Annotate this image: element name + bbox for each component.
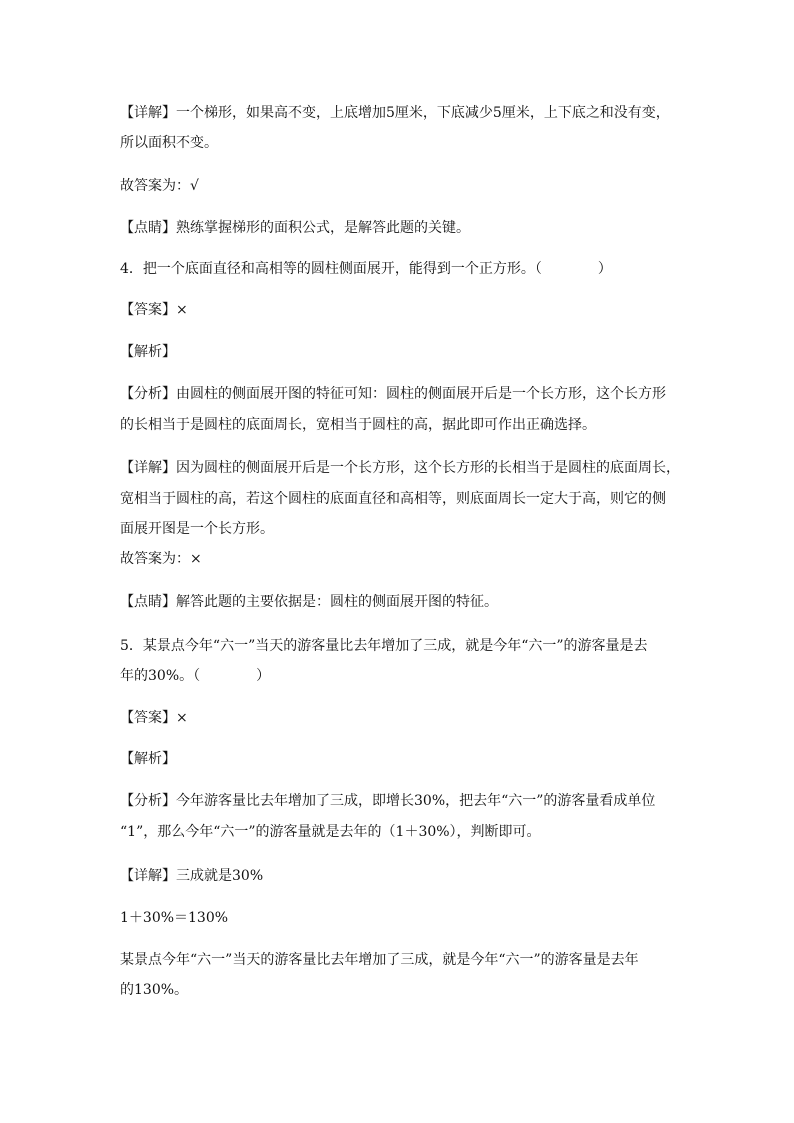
text-line: 【点睛】解答此题的主要依据是：圆柱的侧面展开图的特征。 [120,594,498,610]
text-line: 【详解】一个梯形，如果高不变，上底增加5厘米，下底减少5厘米，上下底之和没有变， [120,105,670,121]
question-5: 5．某景点今年“六一”当天的游客量比去年增加了三成，就是今年“六一”的游客量是去 [120,638,648,654]
text-line: 宽相当于圆柱的高，若这个圆柱的底面直径和高相等，则底面周长一定大于高，则它的侧 [120,491,666,507]
text-line: 面展开图是一个长方形。 [120,521,274,537]
text-line: 故答案为：√ [120,178,199,194]
text-line: 年的30%。（ ） [120,668,271,684]
text-line: 所以面积不变。 [120,135,218,151]
text-line: 【分析】今年游客量比去年增加了三成，即增长30%，把去年“六一”的游客量看成单位 [120,793,656,809]
analysis-heading: 【解析】 [120,751,176,767]
text-line: 的130%。 [120,982,189,998]
answer-line: 【答案】× [120,302,188,318]
text-line: “1”，那么今年“六一”的游客量就是去年的（1＋30%），判断即可。 [120,824,541,840]
text-line: 【详解】因为圆柱的侧面展开后是一个长方形，这个长方形的长相当于是圆柱的底面周长， [120,460,680,476]
text-line: 【点睛】熟练掌握梯形的面积公式，是解答此题的关键。 [120,220,470,236]
text-line: 故答案为：× [120,551,202,567]
text-line: 【分析】由圆柱的侧面展开图的特征可知：圆柱的侧面展开后是一个长方形，这个长方形 [120,386,666,402]
question-4: 4．把一个底面直径和高相等的圆柱侧面展开，能得到一个正方形。（ ） [120,261,612,277]
text-line: 某景点今年“六一”当天的游客量比去年增加了三成，就是今年“六一”的游客量是去年 [120,952,639,968]
answer-line: 【答案】× [120,710,188,726]
text-line: 【详解】三成就是30% [120,868,264,884]
text-line: 1＋30%＝130% [120,910,229,926]
text-line: 的长相当于是圆柱的底面周长，宽相当于圆柱的高，据此即可作出正确选择。 [120,417,596,433]
analysis-heading: 【解析】 [120,344,176,360]
